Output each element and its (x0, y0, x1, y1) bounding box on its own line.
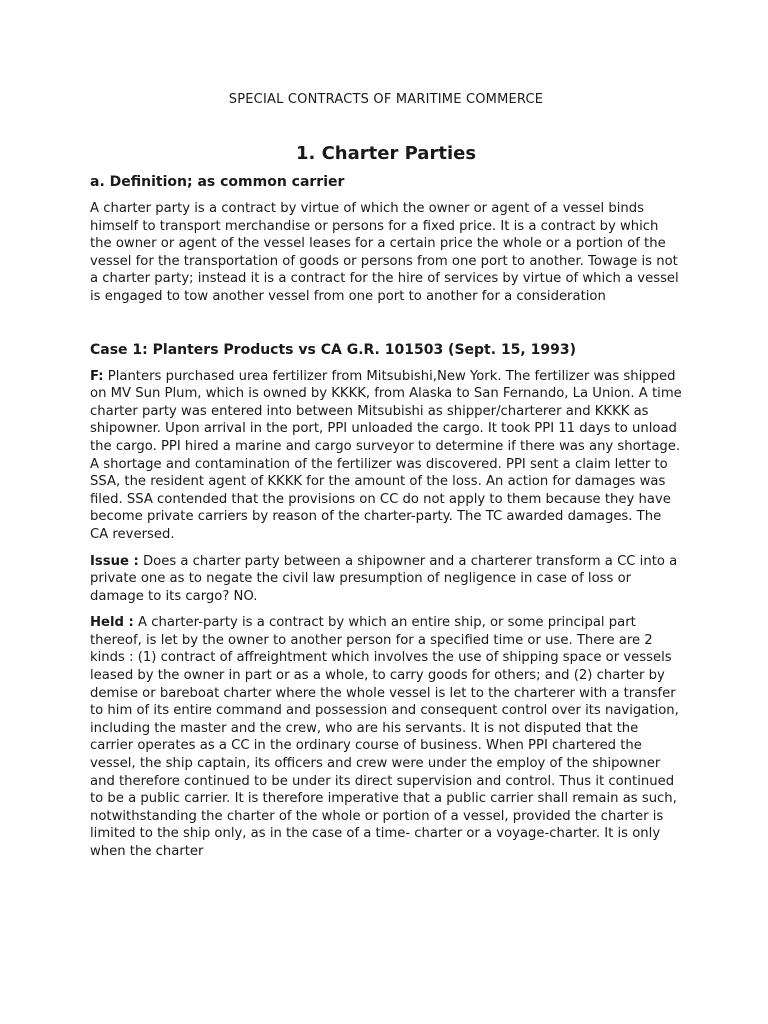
document-title: SPECIAL CONTRACTS OF MARITIME COMMERCE (228, 92, 544, 107)
section-title: 1. Charter Parties (295, 143, 477, 164)
issue-label: Issue : (90, 553, 139, 569)
held-paragraph (90, 614, 682, 860)
document-body (90, 92, 682, 870)
facts-text: Planters purchased urea fertilizer from Mitsubishi,New York. The fertilizer was shipped on MV Sun Plum, which is owned by KKKK, from Alaska to San Fernando, La Union. A time charter party was entered into between Mitsubishi as shipper/charterer and KKKK as shipowner. Upon arrival in the port, PPI unloaded the cargo. It took PPI 11 days to unload the cargo. PPI hired a marine and cargo surveyor to determine if there was any shortage. A shortage and contamination of the fertilizer was discovered. PPI sent a claim letter to SSA, the resident agent of KKKK for the amount of the loss. An action for damages was filed. SSA contended that the provisions on CC do not apply to them because they have become private carriers by reason of the charter-party. The TC awarded damages. The CA reversed. (90, 368, 682, 542)
issue-paragraph (90, 553, 682, 606)
held-text: A charter-party is a contract by which an entire ship, or some principal part thereof, is let by the owner to another person for a specified time or use. There are 2 kinds : (1) contract of affreightment which involves the use of shipping space or vessels leased by the owner in part or as a whole, to carry goods for others; and (2) charter by demise or bareboat charter where the whole vessel is let to the charterer with a transfer to him of its entire command and possession and consequent control over its navigation, including the master and the crew, who are his servants. It is not disputed that the carrier operates as a CC in the ordinary course of business. When PPI chartered the vessel, the ship captain, its officers and crew were under the employ of the shipowner and therefore continued to be under its direct supervision and control. Thus it continued to be a public carrier. It is therefore imperative that a public carrier shall remain as such, notwithstanding the charter of the whole or portion of a vessel, provided the charter is limited to the ship only, as in the case of a time- charter or a voyage-charter. It is only when the charter (90, 615, 679, 859)
issue-text: Does a charter party between a shipowner and a charterer transform a CC into a private one as to negate the civil law presumption of negligence in case of loss or damage to its cargo? NO. (90, 553, 678, 604)
facts-label: F: (90, 368, 104, 384)
facts-paragraph (90, 368, 682, 544)
held-label: Held : (90, 615, 134, 631)
subsection-heading: a. Definition; as common carrier (90, 174, 345, 190)
case-heading: Case 1: Planters Products vs CA G.R. 101503 (Sept. 15, 1993) (90, 341, 576, 358)
definition-paragraph: A charter party is a contract by virtue of which the owner or agent of a vessel binds himself to transport merchandise or persons for a fixed price. It is a contract by which the owner or agent of the vessel leases for a certain price the whole or a portion of the vessel for the transportation of goods or persons from one port to another. Towage is not a charter party; instead it is a contract for the hire of services by virtue of which a vessel is engaged to tow another vessel from one port to another for a consideration (90, 201, 679, 304)
